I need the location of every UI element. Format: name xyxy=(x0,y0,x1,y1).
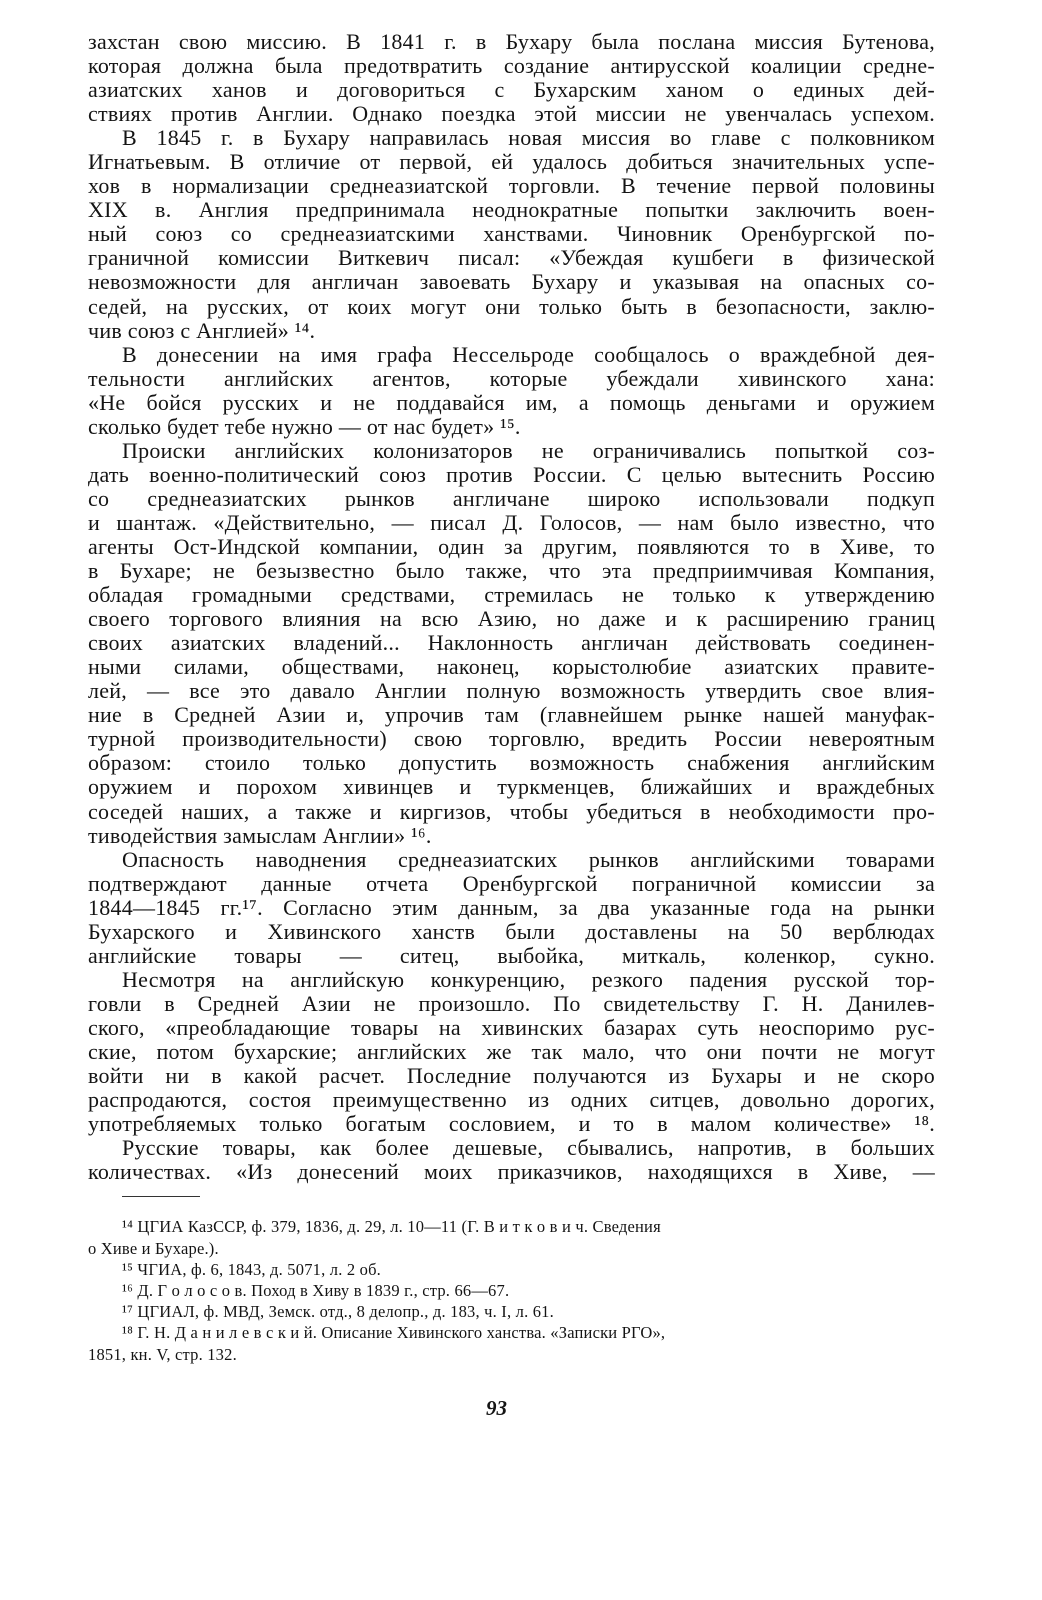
text-line: чив союз с Англией» ¹⁴. xyxy=(88,317,316,343)
text-line: Несмотря на английскую конкуренцию, резкого падения русской тор- xyxy=(122,966,935,992)
text-line: ный союз со среднеазиатскими ханствами. Чиновник Оренбургской по- xyxy=(88,221,935,247)
text-line: употребляемых только богатым сословием, и то в малом количестве» ¹⁸. xyxy=(88,1111,935,1137)
text-line: граничной комиссии Виткевич писал: «Убеждая кушбеги в физической xyxy=(88,245,935,271)
text-line: Русские товары, как более дешевые, сбывались, напротив, в больших xyxy=(122,1135,935,1161)
text-line: агенты Ост-Индской компании, один за другим, появляются то в Хиве, то xyxy=(88,533,935,559)
footnote xyxy=(88,1301,935,1322)
paragraph xyxy=(88,439,935,848)
paragraph xyxy=(88,1136,935,1184)
text-line: ствиях против Англии. Однако поездка этой миссии не увенчалась успехом. xyxy=(88,101,935,127)
paragraph xyxy=(88,343,935,439)
text-line: захстан свою миссию. В 1841 г. в Бухару была послана миссия Бутенова, xyxy=(88,29,935,54)
page-number: 93 xyxy=(486,1396,507,1420)
text-line: количествах. «Из донесений моих приказчиков, находящихся в Хиве, — xyxy=(88,1159,935,1185)
text-line: которая должна была предотвратить создание антирусской коалиции средне- xyxy=(88,53,935,79)
footnote-line: ¹⁶ Д. Г о л о с о в. Поход в Хиву в 1839 г., стр. 66—67. xyxy=(122,1280,510,1300)
text-line: ские, потом бухарские; английских же так мало, что они почти не могут xyxy=(88,1038,935,1064)
text-line: ского, «преобладающие товары на хивинских базарах суть неоспоримо рус- xyxy=(88,1014,935,1040)
footnotes xyxy=(88,1216,935,1364)
text-line: соседей наших, а также и киргизов, чтобы убедиться в необходимости про- xyxy=(88,798,935,824)
text-line: Происки английских колонизаторов не ограничивались попыткой соз- xyxy=(122,437,935,463)
footnote xyxy=(88,1322,935,1364)
text-line: тельности английских агентов, которые убеждали хивинского хана: xyxy=(88,365,935,391)
footnote xyxy=(88,1280,935,1301)
text-line: невозможности для англичан завоевать Бухару и указывая на опасных со- xyxy=(88,269,935,295)
text-line: английские товары — ситец, выбойка, миткаль, коленкор, сукно. xyxy=(88,942,935,968)
text-line: Опасность наводнения среднеазиатских рынков английскими товарами xyxy=(122,846,935,872)
text-line: XIX в. Англия предпринимала неоднократные попытки заключить воен- xyxy=(88,197,935,223)
text-line: распродаются, состоя преимущественно из одних ситцев, довольно дорогих, xyxy=(88,1087,935,1113)
text-line: сколько будет тебе нужно — от нас будет» ¹⁵. xyxy=(88,413,521,439)
text-line: лей, — все это давало Англии полную возможность утвердить свое влия- xyxy=(88,678,935,704)
body-text xyxy=(88,30,935,1184)
text-line: «Не бойся русских и не поддавайся им, а помощь деньгами и оружием xyxy=(88,389,935,415)
footnote-line: ¹⁷ ЦГИАЛ, ф. МВД, Земск. отд., 8 делопр., д. 183, ч. I, л. 61. xyxy=(122,1302,554,1322)
text-line: 1844—1845 гг.¹⁷. Согласно этим данным, за два указанные года на рынки xyxy=(88,894,935,920)
text-line: дать военно-политический союз против России. С целью вытеснить Россию xyxy=(88,461,935,487)
text-line: В 1845 г. в Бухару направилась новая миссия во главе с полковником xyxy=(122,125,935,151)
paragraph xyxy=(88,848,935,968)
footnote-line: 1851, кн. V, стр. 132. xyxy=(88,1344,237,1364)
footnote xyxy=(88,1259,935,1280)
text-line: говли в Средней Азии не произошло. По свидетельству Г. Н. Данилев- xyxy=(88,990,935,1016)
text-line: Игнатьевым. В отличие от первой, ей удалось добиться значительных успе- xyxy=(88,149,935,175)
text-line: своих азиатских владений... Наклонность англичан действовать соединен- xyxy=(88,630,935,656)
paragraph xyxy=(88,30,935,126)
footnote xyxy=(88,1216,935,1258)
footnote-line: ¹⁴ ЦГИА КазССР, ф. 379, 1836, д. 29, л. 10—11 (Г. В и т к о в и ч. Сведения xyxy=(122,1217,661,1237)
paragraph xyxy=(88,126,935,342)
text-line: хов в нормализации среднеазиатской торговли. В течение первой половины xyxy=(88,173,935,199)
paragraph xyxy=(88,968,935,1136)
text-line: азиатских ханов и договориться с Бухарским ханом о единых дей- xyxy=(88,77,935,103)
text-line: и шантаж. «Действительно, — писал Д. Голосов, — нам было известно, что xyxy=(88,509,935,535)
text-line: турной производительности) свою торговлю, вредить России невероятным xyxy=(88,726,935,752)
text-line: седей, на русских, от коих могут они только быть в безопасности, заклю- xyxy=(88,293,935,319)
text-line: образом: стоило только допустить возможность снабжения английским xyxy=(88,750,935,776)
text-line: в Бухаре; не безызвестно было также, что эта предприимчивая Компания, xyxy=(88,558,935,584)
text-line: ными силами, обществами, наконец, корыстолюбие азиатских правите- xyxy=(88,654,935,680)
text-line: В донесении на имя графа Нессельроде сообщалось о враждебной дея- xyxy=(122,341,935,367)
footnote-separator xyxy=(122,1196,200,1197)
text-line: Бухарского и Хивинского ханств были доставлены на 50 верблюдах xyxy=(88,918,935,944)
text-line: войти ни в какой расчет. Последние получаются из Бухары и не скоро xyxy=(88,1063,935,1089)
text-line: оружием и порохом хивинцев и туркменцев, ближайших и враждебных xyxy=(88,774,935,800)
footnote-line: ¹⁵ ЧГИА, ф. 6, 1843, д. 5071, л. 2 об. xyxy=(122,1259,381,1279)
text-line: тиводействия замыслам Англии» ¹⁶. xyxy=(88,822,432,848)
text-line: ние в Средней Азии и, упрочив там (главнейшем рынке нашей мануфак- xyxy=(88,702,935,728)
footnote-line: ¹⁸ Г. Н. Д а н и л е в с к и й. Описание Хивинского ханства. «Записки РГО», xyxy=(122,1323,666,1343)
text-line: со среднеазиатских рынков англичане широко использовали подкуп xyxy=(88,485,935,511)
text-line: подтверждают данные отчета Оренбургской пограничной комиссии за xyxy=(88,870,935,896)
footnote-line: о Хиве и Бухаре.). xyxy=(88,1238,219,1258)
text-line: обладая громадными средствами, стремилась не только к утверждению xyxy=(88,582,935,608)
text-line: своего торгового влияния на всю Азию, но даже и к расширению границ xyxy=(88,606,935,632)
